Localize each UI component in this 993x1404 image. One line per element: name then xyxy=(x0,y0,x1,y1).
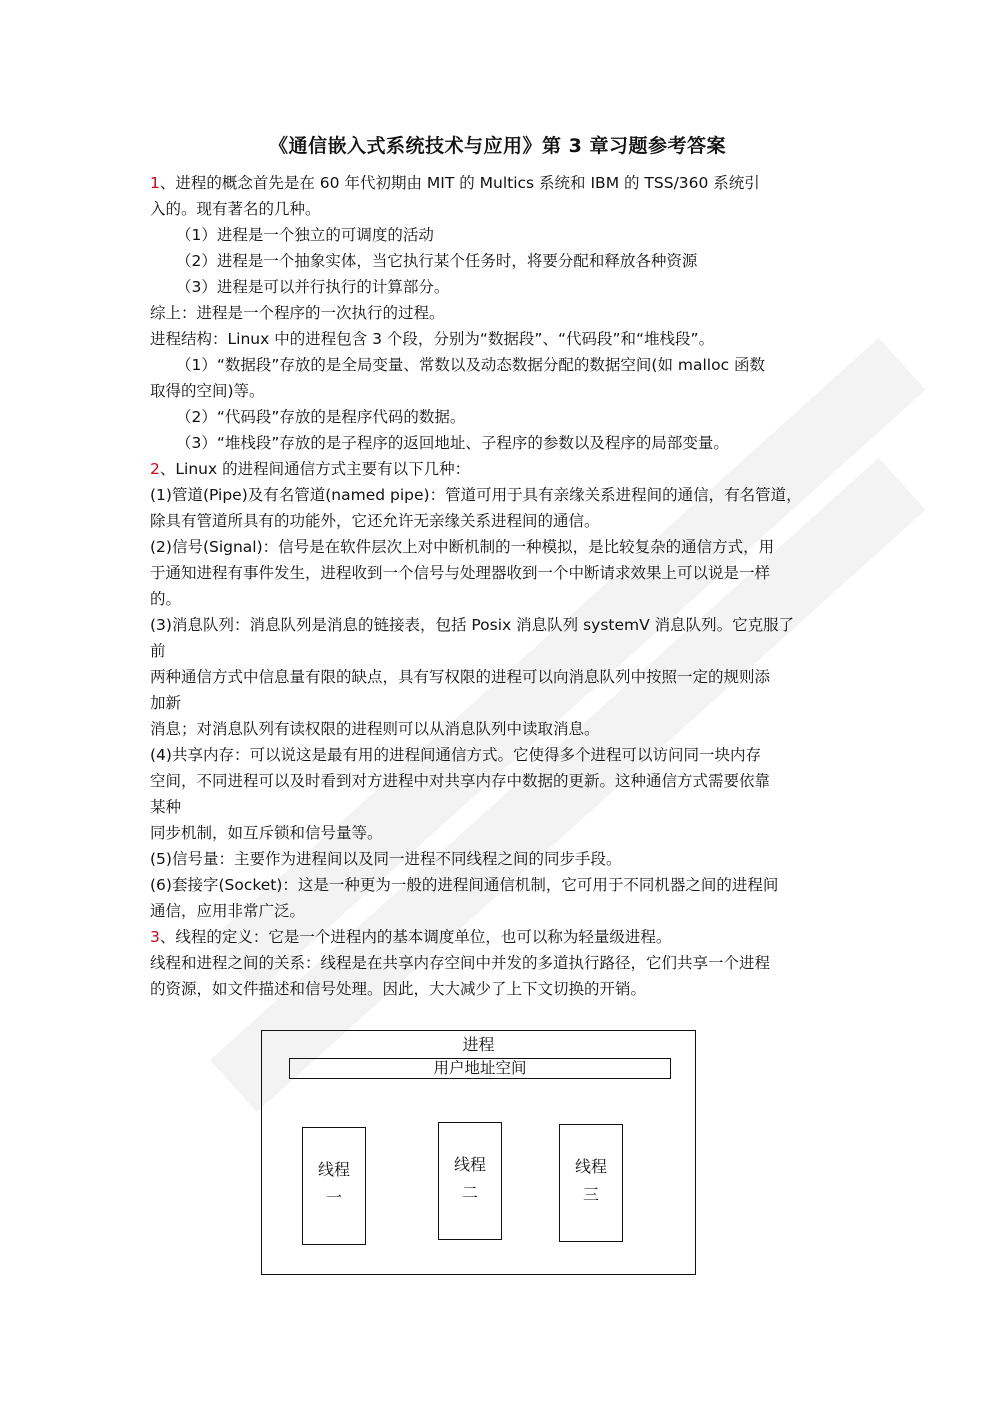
line-text: (2)信号(Signal)：信号是在软件层次上对中断机制的一种模拟，是比较复杂的通信方式，用 xyxy=(150,538,775,556)
line-text: (4)共享内存：可以说这是最有用的进程间通信方式。它使得多个进程可以访问同一块内存 xyxy=(150,746,761,764)
line-text: 消息；对消息队列有读权限的进程则可以从消息队列中读取消息。 xyxy=(150,720,600,738)
line-text: （3）“堆栈段”存放的是子程序的返回地址、子程序的参数以及程序的局部变量。 xyxy=(176,434,729,452)
address-space-box: 用户地址空间 xyxy=(289,1058,671,1079)
text-line xyxy=(150,560,845,586)
line-text: (6)套接字(Socket)：这是一种更为一般的进程间通信机制，它可用于不同机器之间的进程间 xyxy=(150,876,779,894)
text-lines xyxy=(150,170,845,1002)
line-text: （2）进程是一个抽象实体，当它执行某个任务时，将要分配和释放各种资源 xyxy=(176,252,698,270)
thread-box-3 xyxy=(559,1124,623,1242)
question-number: 2 xyxy=(150,460,160,478)
text-line xyxy=(150,586,845,612)
text-line xyxy=(150,820,845,846)
text-line xyxy=(150,404,845,430)
text-line xyxy=(150,248,845,274)
text-line xyxy=(150,170,845,196)
text-line xyxy=(150,872,845,898)
line-text: 综上：进程是一个程序的一次执行的过程。 xyxy=(150,304,445,322)
line-text: 的。 xyxy=(150,590,182,608)
text-line xyxy=(150,742,845,768)
thread-label: 线程 xyxy=(317,1160,350,1179)
text-line xyxy=(150,326,845,352)
text-line xyxy=(150,794,845,820)
text-line xyxy=(150,898,845,924)
line-text: 通信，应用非常广泛。 xyxy=(150,902,306,920)
text-line xyxy=(150,950,845,976)
text-line xyxy=(150,300,845,326)
text-line xyxy=(150,638,845,664)
line-text: 、进程的概念首先是在 60 年代初期由 MIT 的 Multics 系统和 IBM 的 TSS/360 系统引 xyxy=(159,174,760,192)
line-text: 于通知进程有事件发生，进程收到一个信号与处理器收到一个中断请求效果上可以说是一样 xyxy=(150,564,771,582)
text-line xyxy=(150,378,845,404)
text-line xyxy=(150,690,845,716)
line-text: （3）进程是可以并行执行的计算部分。 xyxy=(176,278,450,296)
line-text: 进程结构：Linux 中的进程包含 3 个段，分别为“数据段”、“代码段”和“堆栈段”。 xyxy=(150,330,715,348)
thread-label: 线程 xyxy=(453,1155,486,1174)
text-line xyxy=(150,534,845,560)
line-text: 两种通信方式中信息量有限的缺点，具有写权限的进程可以向消息队列中按照一定的规则添 xyxy=(150,668,771,686)
process-label: 进程 xyxy=(462,1035,495,1054)
text-line xyxy=(150,976,845,1002)
line-text: 线程和进程之间的关系：线程是在共享内存空间中并发的多道执行路径，它们共享一个进程 xyxy=(150,954,771,972)
text-line xyxy=(150,352,845,378)
question-number: 3 xyxy=(150,928,160,946)
thread-number: 一 xyxy=(325,1188,342,1207)
line-text: 、线程的定义：它是一个进程内的基本调度单位，也可以称为轻量级进程。 xyxy=(159,928,672,946)
line-text: （2）“代码段”存放的是程序代码的数据。 xyxy=(176,408,466,426)
line-text: 除具有管道所具有的功能外，它还允许无亲缘关系进程间的通信。 xyxy=(150,512,600,530)
line-text: 某种 xyxy=(150,798,182,816)
line-text: 入的。现有著名的几种。 xyxy=(150,200,321,218)
line-text: 加新 xyxy=(150,694,182,712)
text-line xyxy=(150,456,845,482)
question-number: 1 xyxy=(150,174,160,192)
page-title: 《通信嵌入式系统技术与应用》第 3 章习题参考答案 xyxy=(269,135,726,157)
thread-number: 二 xyxy=(461,1183,478,1202)
text-line xyxy=(150,430,845,456)
text-line xyxy=(150,924,845,950)
thread-box-2 xyxy=(438,1122,502,1240)
line-text: (3)消息队列：消息队列是消息的链接表，包括 Posix 消息队列 systemV 消息队列。它克服了 xyxy=(150,616,795,634)
text-line xyxy=(150,664,845,690)
text-line xyxy=(150,482,845,508)
thread-number: 三 xyxy=(582,1185,599,1204)
text-line xyxy=(150,196,845,222)
text-line xyxy=(150,716,845,742)
line-text: 空间，不同进程可以及时看到对方进程中对共享内存中数据的更新。这种通信方式需要依靠 xyxy=(150,772,771,790)
document-body xyxy=(150,130,845,1002)
text-line xyxy=(150,612,845,638)
text-line xyxy=(150,222,845,248)
process-diagram xyxy=(261,1030,696,1275)
line-text: (5)信号量：主要作为进程间以及同一进程不同线程之间的同步手段。 xyxy=(150,850,622,868)
thread-label: 线程 xyxy=(574,1157,607,1176)
line-text: （1）进程是一个独立的可调度的活动 xyxy=(176,226,434,244)
line-text: 前 xyxy=(150,642,166,660)
line-text: 的资源，如文件描述和信号处理。因此，大大减少了上下文切换的开销。 xyxy=(150,980,647,998)
text-line xyxy=(150,768,845,794)
text-line xyxy=(150,274,845,300)
line-text: 取得的空间)等。 xyxy=(150,382,265,400)
line-text: (1)管道(Pipe)及有名管道(named pipe)：管道可用于具有亲缘关系进程间的通信，有名管道， xyxy=(150,486,802,504)
thread-box-1 xyxy=(302,1127,366,1245)
text-line xyxy=(150,846,845,872)
line-text: 同步机制，如互斥锁和信号量等。 xyxy=(150,824,383,842)
line-text: （1）“数据段”存放的是全局变量、常数以及动态数据分配的数据空间(如 malloc 函数 xyxy=(176,356,766,374)
line-text: 、Linux 的进程间通信方式主要有以下几种： xyxy=(159,460,471,478)
text-line xyxy=(150,508,845,534)
